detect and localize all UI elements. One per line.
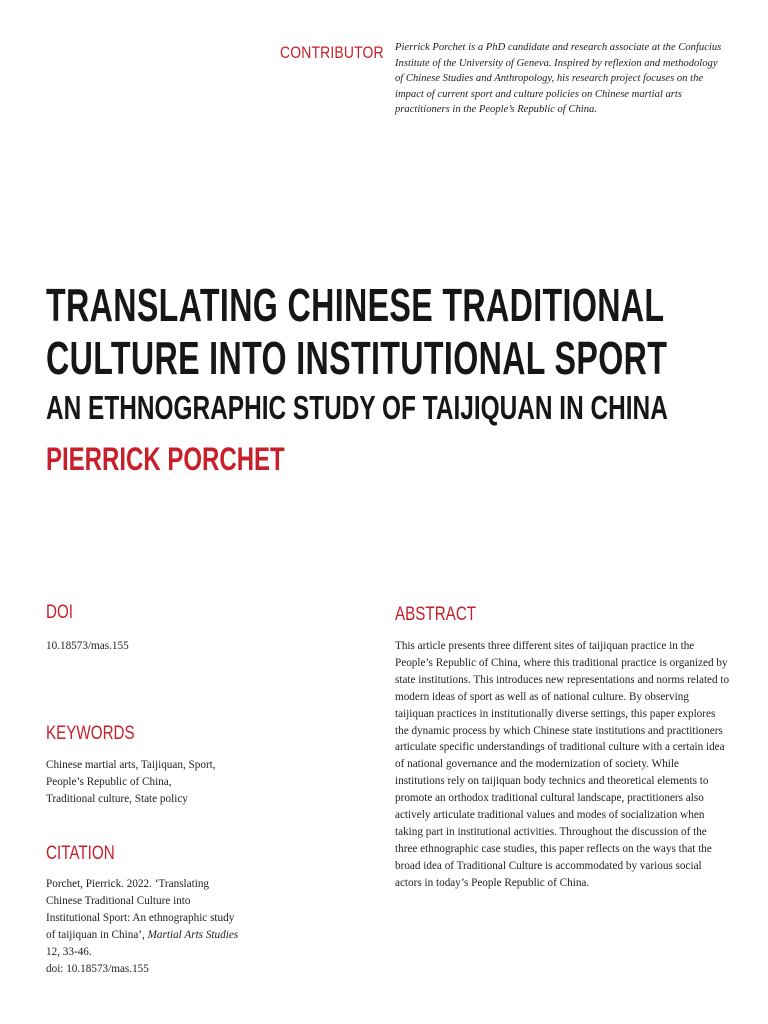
author-name-text: PIERRICK PORCHET: [46, 441, 285, 477]
contributor-label-text: CONTRIBUTOR: [280, 43, 384, 62]
title-line-1-text: TRANSLATING CHINESE TRADITIONAL: [46, 279, 665, 331]
citation-reference: Porchet, Pierrick. 2022. ‘Translating Chinese Traditional Culture into Institutional Sport: An ethnographic study of taijiquan in China’,: [46, 878, 235, 941]
citation-doi: doi: 10.18573/mas.155: [46, 962, 149, 975]
citation-volume-pages: 12, 33-46.: [46, 945, 92, 958]
keywords-heading-text: KEYWORDS: [46, 723, 135, 744]
abstract-text: This article presents three different sites of taijiquan practice in the People’s Republic of China, where this traditional practice is organized by state institutions. This introduces new representations and norms related to modern ideas of sport as well as of national culture. By observing taijiquan practices in institutionally diverse settings, this paper explores the dynamic process by which Chinese state institutions and practitioners articulate specific understandings of traditional culture with a certain idea of national governance and the modernization of society. While institutions rely on taijiquan body technics and theoretical elements to promote an orthodox traditional cultural landscape, practitioners also actively articulate traditional values and modes of socialization when taking part in institutional activities. Throughout the discussion of the three ethnographic case studies, this paper reflects on the ways that the broad idea of Traditional Culture is accommodated by various social actors in today’s People Republic of China.: [395, 640, 730, 889]
citation-heading-text: CITATION: [46, 843, 115, 864]
abstract-heading-text: ABSTRACT: [395, 604, 477, 625]
title-line-1: [46, 279, 768, 331]
contributor-label: [280, 43, 407, 63]
abstract-heading: [395, 604, 496, 626]
doi-value: 10.18573/mas.155: [46, 640, 129, 652]
title-line-2: [46, 332, 768, 384]
doi-heading-text: DOI: [46, 602, 74, 623]
citation-text: [46, 876, 246, 977]
title-line-2-text: CULTURE INTO INSTITUTIONAL SPORT: [46, 332, 668, 384]
author-name: [46, 442, 364, 476]
contributor-bio: Pierrick Porchet is a PhD candidate and research associate at the Confucius Institute of the University of Geneva. Inspired by reflexion and methodology of Chinese Studies and Anthropology, his research project focuses on the impact of current sport and culture policies on Chinese martial arts practitioners in the People’s Republic of China.: [395, 42, 722, 116]
doi-heading: [46, 602, 80, 624]
citation-heading: [46, 843, 132, 865]
citation-journal: Martial Arts Studies: [147, 928, 239, 941]
keywords-list: Chinese martial arts, Taijiquan, Sport, People’s Republic of China, Traditional culture, State policy: [46, 759, 216, 805]
subtitle-text: AN ETHNOGRAPHIC STUDY OF TAIJIQUAN IN CHINA: [46, 389, 668, 426]
subtitle: [46, 391, 768, 425]
keywords-heading: [46, 723, 157, 745]
